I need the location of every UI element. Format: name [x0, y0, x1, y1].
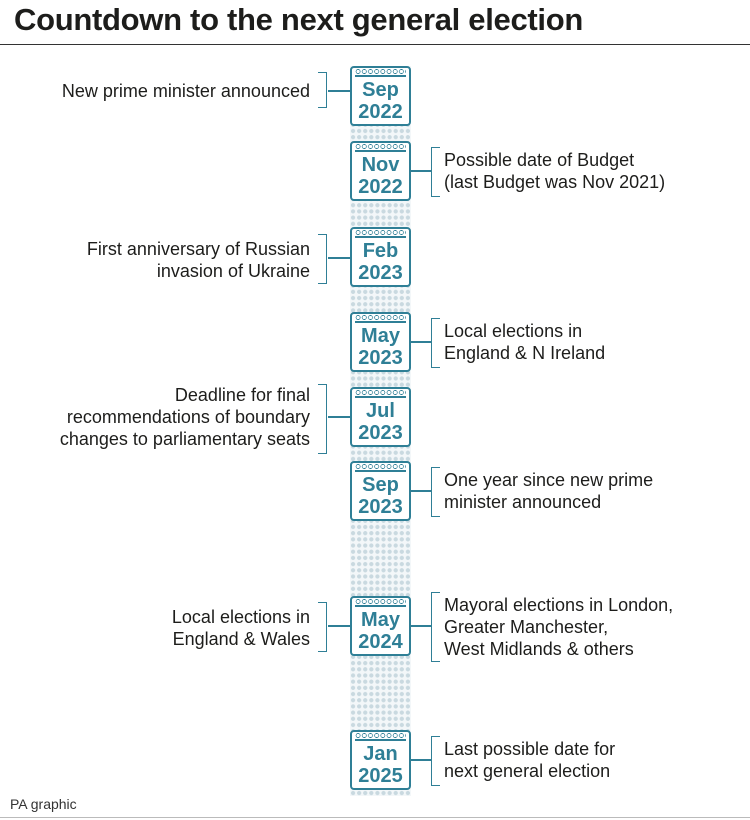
event-label-jan-2025	[444, 738, 615, 782]
calendar-rings-icon	[355, 463, 406, 472]
calendar-rings-icon	[355, 314, 406, 323]
calendar-month: Nov	[361, 154, 400, 176]
calendar-month: May	[361, 325, 400, 347]
calendar-rings-icon	[355, 598, 406, 607]
bracket-connector	[431, 592, 440, 662]
calendar-feb-2023	[350, 227, 411, 287]
bracket-connector	[318, 384, 327, 454]
event-label-may-2024-left	[172, 606, 310, 650]
connector-line	[328, 257, 350, 259]
event-text-line: Greater Manchester,	[444, 617, 609, 637]
title-divider	[0, 44, 750, 45]
connector-line	[411, 490, 431, 492]
calendar-year: 2023	[358, 422, 403, 444]
calendar-year: 2023	[358, 262, 403, 284]
event-text-line: England & Wales	[172, 629, 310, 649]
connector-line	[328, 625, 350, 627]
event-text-line: Last possible date for	[444, 739, 616, 759]
event-text-line: Mayoral elections in London,	[444, 595, 674, 615]
calendar-month: Feb	[362, 240, 399, 262]
connector-line	[328, 90, 350, 92]
calendar-rings-icon	[355, 68, 406, 77]
calendar-month: Jul	[366, 400, 395, 422]
calendar-year: 2023	[358, 347, 403, 369]
event-text-line: First anniversary of Russian	[86, 239, 310, 259]
calendar-may-2023	[350, 312, 411, 372]
event-text-line: Local elections in	[444, 321, 583, 341]
calendar-month: May	[361, 609, 400, 631]
bracket-connector	[318, 72, 327, 108]
event-label-jul-2023	[60, 384, 310, 450]
event-label-may-2024-right	[444, 594, 673, 660]
event-text-line: New prime minister announced	[61, 81, 310, 101]
calendar-jan-2025	[350, 730, 411, 790]
event-label-may-2023	[444, 320, 605, 364]
calendar-month: Sep	[362, 474, 399, 496]
bracket-connector	[431, 147, 440, 197]
bottom-divider	[0, 817, 750, 818]
event-text-line: invasion of Ukraine	[156, 261, 310, 281]
event-label-nov-2022	[444, 149, 665, 193]
event-text-line: One year since new prime	[444, 470, 654, 490]
calendar-year: 2024	[358, 631, 403, 653]
connector-line	[411, 759, 431, 761]
bracket-connector	[318, 602, 327, 652]
calendar-rings-icon	[355, 143, 406, 152]
credit-text: PA graphic	[10, 796, 77, 812]
connector-line	[411, 341, 431, 343]
event-text-line: recommendations of boundary	[66, 407, 310, 427]
calendar-month: Sep	[362, 79, 399, 101]
calendar-jul-2023	[350, 387, 411, 447]
event-label-feb-2023	[87, 238, 310, 282]
event-text-line: Possible date of Budget	[444, 150, 635, 170]
event-text-line: next general election	[444, 761, 611, 781]
calendar-may-2024	[350, 596, 411, 656]
calendar-year: 2025	[358, 765, 403, 787]
event-text-line: changes to parliamentary seats	[59, 429, 310, 449]
calendar-rings-icon	[355, 229, 406, 238]
event-text-line: (last Budget was Nov 2021)	[444, 172, 666, 192]
event-text-line: England & N Ireland	[444, 343, 606, 363]
connector-line	[328, 416, 350, 418]
event-text-line: West Midlands & others	[444, 639, 634, 659]
calendar-nov-2022	[350, 141, 411, 201]
calendar-year: 2022	[358, 176, 403, 198]
calendar-rings-icon	[355, 732, 406, 741]
event-text-line: Deadline for final	[174, 385, 310, 405]
bracket-connector	[318, 234, 327, 284]
calendar-year: 2023	[358, 496, 403, 518]
calendar-month: Jan	[363, 743, 398, 765]
bracket-connector	[431, 467, 440, 517]
connector-line	[411, 170, 431, 172]
event-label-sep-2022	[62, 80, 310, 102]
bracket-connector	[431, 736, 440, 786]
connector-line	[411, 625, 431, 627]
event-text-line: minister announced	[444, 492, 602, 512]
event-label-sep-2023	[444, 469, 653, 513]
calendar-sep-2023	[350, 461, 411, 521]
calendar-sep-2022	[350, 66, 411, 126]
page-title: Countdown to the next general election	[14, 2, 584, 37]
calendar-rings-icon	[355, 389, 406, 398]
bracket-connector	[431, 318, 440, 368]
calendar-year: 2022	[358, 101, 403, 123]
event-text-line: Local elections in	[171, 607, 310, 627]
